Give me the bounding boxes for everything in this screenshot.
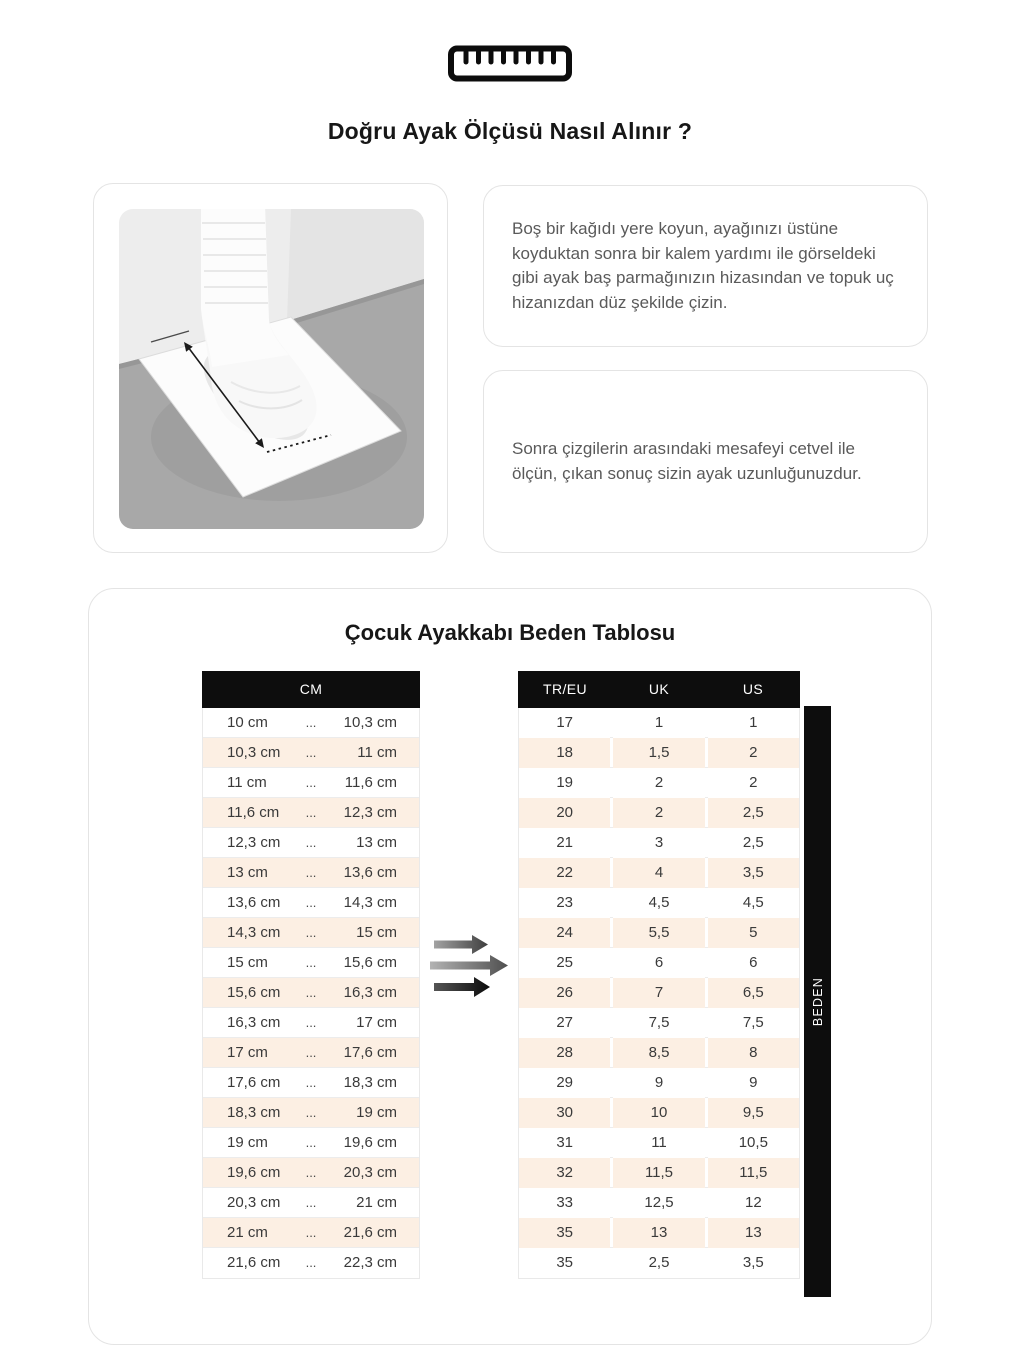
instruction-text-1: Boş bir kağıdı yere koyun, ayağınızı üstüne koyduktan sonra bir kalem yardımı ile görseldeki gibi ayak baş parmağınızın hizasından ve topuk uç hizanızdan düz şekilde çizin. xyxy=(512,219,894,312)
uk-value: 7 xyxy=(613,978,704,1008)
cm-table-header: CM xyxy=(202,671,420,708)
us-value: 5 xyxy=(708,918,799,948)
tr-eu-value: 30 xyxy=(519,1098,610,1128)
range-separator: ... xyxy=(305,805,317,820)
size-table-row xyxy=(519,918,799,948)
us-value: 11,5 xyxy=(708,1158,799,1188)
range-separator: ... xyxy=(305,715,317,730)
cm-max-value: 16,3 cm xyxy=(343,984,397,1001)
cm-max-value: 11,6 cm xyxy=(344,774,397,791)
col-header-us: US xyxy=(742,681,764,697)
cm-max-value: 12,3 cm xyxy=(343,804,397,821)
size-table-row xyxy=(519,1248,799,1278)
size-table-row xyxy=(519,798,799,828)
uk-value: 11 xyxy=(613,1128,704,1158)
size-table-title: Çocuk Ayakkabı Beden Tablosu xyxy=(344,620,676,645)
uk-value: 9 xyxy=(613,1068,704,1098)
size-table-card xyxy=(88,588,932,1345)
range-separator: ... xyxy=(305,895,317,910)
tr-eu-value: 21 xyxy=(519,828,610,858)
foot-measurement-illustration xyxy=(119,209,424,529)
cm-min-value: 12,3 cm xyxy=(227,834,281,851)
uk-value: 5,5 xyxy=(613,918,704,948)
size-table-row xyxy=(519,978,799,1008)
us-value: 6 xyxy=(708,948,799,978)
cm-table-row xyxy=(203,1188,419,1218)
range-separator: ... xyxy=(305,1135,317,1150)
cm-table-row xyxy=(203,918,419,948)
range-separator: ... xyxy=(305,955,317,970)
cm-min-value: 13,6 cm xyxy=(227,894,281,911)
cm-min-value: 16,3 cm xyxy=(227,1014,281,1031)
tr-eu-value: 24 xyxy=(519,918,610,948)
cm-table-row xyxy=(203,1128,419,1158)
size-table-row xyxy=(519,768,799,798)
cm-table-row xyxy=(203,1248,419,1278)
size-table-row xyxy=(519,1098,799,1128)
cm-min-value: 21 cm xyxy=(227,1224,268,1241)
us-value: 6,5 xyxy=(708,978,799,1008)
us-value: 8 xyxy=(708,1038,799,1068)
range-separator: ... xyxy=(305,1255,317,1270)
tr-eu-value: 18 xyxy=(519,738,610,768)
size-table-row xyxy=(519,948,799,978)
tr-eu-value: 31 xyxy=(519,1128,610,1158)
international-size-table xyxy=(518,671,800,1279)
range-separator: ... xyxy=(305,775,317,790)
range-separator: ... xyxy=(305,1015,317,1030)
col-header-uk: UK xyxy=(648,681,670,697)
cm-table-body xyxy=(202,708,420,1279)
cm-min-value: 21,6 cm xyxy=(227,1254,281,1271)
transfer-arrows-icon xyxy=(428,933,520,999)
cm-max-value: 17 cm xyxy=(356,1014,397,1031)
cm-min-value: 18,3 cm xyxy=(227,1104,281,1121)
tr-eu-value: 28 xyxy=(519,1038,610,1068)
cm-min-value: 10 cm xyxy=(227,714,268,731)
us-value: 3,5 xyxy=(708,858,799,888)
foot-measurement-card xyxy=(93,183,448,553)
size-table-row xyxy=(519,858,799,888)
cm-table xyxy=(202,671,420,1279)
size-table-row xyxy=(519,1188,799,1218)
cm-max-value: 19 cm xyxy=(356,1104,397,1121)
size-table-row xyxy=(519,1008,799,1038)
cm-min-value: 14,3 cm xyxy=(227,924,281,941)
range-separator: ... xyxy=(305,1165,317,1180)
us-value: 9 xyxy=(708,1068,799,1098)
size-table-row xyxy=(519,1068,799,1098)
uk-value: 2 xyxy=(613,768,704,798)
cm-min-value: 10,3 cm xyxy=(227,744,281,761)
uk-value: 12,5 xyxy=(613,1188,704,1218)
tr-eu-value: 33 xyxy=(519,1188,610,1218)
cm-min-value: 19 cm xyxy=(227,1134,268,1151)
uk-value: 11,5 xyxy=(613,1158,704,1188)
cm-table-row xyxy=(203,738,419,768)
us-value: 13 xyxy=(708,1218,799,1248)
cm-max-value: 20,3 cm xyxy=(343,1164,397,1181)
cm-max-value: 17,6 cm xyxy=(343,1044,397,1061)
uk-value: 4,5 xyxy=(613,888,704,918)
us-value: 2 xyxy=(708,738,799,768)
tr-eu-value: 25 xyxy=(519,948,610,978)
cm-min-value: 13 cm xyxy=(227,864,268,881)
cm-table-row xyxy=(203,798,419,828)
size-table-row xyxy=(519,708,799,738)
size-table-row xyxy=(519,1128,799,1158)
size-table-row xyxy=(519,1218,799,1248)
cm-max-value: 21 cm xyxy=(356,1194,397,1211)
cm-min-value: 15,6 cm xyxy=(227,984,281,1001)
instruction-text-2: Sonra çizgilerin arasındaki mesafeyi cetvel ile ölçün, çıkan sonuç sizin ayak uzunluğunuzdur. xyxy=(512,439,862,483)
cm-max-value: 13,6 cm xyxy=(343,864,397,881)
cm-max-value: 11 cm xyxy=(357,744,397,761)
tr-eu-value: 35 xyxy=(519,1218,610,1248)
tr-eu-value: 17 xyxy=(519,708,610,738)
tr-eu-value: 32 xyxy=(519,1158,610,1188)
uk-value: 1,5 xyxy=(613,738,704,768)
uk-value: 8,5 xyxy=(613,1038,704,1068)
us-value: 2,5 xyxy=(708,798,799,828)
range-separator: ... xyxy=(305,865,317,880)
range-separator: ... xyxy=(305,1045,317,1060)
cm-max-value: 15 cm xyxy=(356,924,397,941)
beden-label-text: BEDEN xyxy=(810,976,825,1027)
cm-table-row xyxy=(203,1098,419,1128)
uk-value: 4 xyxy=(613,858,704,888)
cm-max-value: 14,3 cm xyxy=(343,894,397,911)
instruction-card-2 xyxy=(483,370,928,553)
cm-table-row xyxy=(203,1008,419,1038)
range-separator: ... xyxy=(305,745,317,760)
range-separator: ... xyxy=(305,835,317,850)
range-separator: ... xyxy=(305,985,317,1000)
cm-table-row xyxy=(203,1038,419,1068)
us-value: 4,5 xyxy=(708,888,799,918)
us-value: 7,5 xyxy=(708,1008,799,1038)
cm-table-row xyxy=(203,828,419,858)
page-title: Doğru Ayak Ölçüsü Nasıl Alınır ? xyxy=(327,118,693,144)
tr-eu-value: 22 xyxy=(519,858,610,888)
cm-max-value: 19,6 cm xyxy=(343,1134,397,1151)
beden-side-label xyxy=(804,706,831,1297)
tr-eu-value: 35 xyxy=(519,1248,610,1278)
range-separator: ... xyxy=(305,1225,317,1240)
cm-max-value: 21,6 cm xyxy=(343,1224,397,1241)
cm-min-value: 17,6 cm xyxy=(227,1074,281,1091)
uk-value: 10 xyxy=(613,1098,704,1128)
ruler-icon xyxy=(0,44,1020,84)
tr-eu-value: 29 xyxy=(519,1068,610,1098)
cm-table-row xyxy=(203,1218,419,1248)
size-table-row xyxy=(519,1038,799,1068)
size-table-body xyxy=(518,708,800,1279)
uk-value: 13 xyxy=(613,1218,704,1248)
cm-min-value: 19,6 cm xyxy=(227,1164,281,1181)
tr-eu-value: 23 xyxy=(519,888,610,918)
size-table-row xyxy=(519,738,799,768)
us-value: 12 xyxy=(708,1188,799,1218)
range-separator: ... xyxy=(305,1105,317,1120)
tr-eu-value: 19 xyxy=(519,768,610,798)
cm-min-value: 20,3 cm xyxy=(227,1194,281,1211)
uk-value: 7,5 xyxy=(613,1008,704,1038)
cm-min-value: 11,6 cm xyxy=(227,804,280,821)
us-value: 9,5 xyxy=(708,1098,799,1128)
cm-min-value: 17 cm xyxy=(227,1044,268,1061)
cm-max-value: 13 cm xyxy=(356,834,397,851)
us-value: 2 xyxy=(708,768,799,798)
cm-table-row xyxy=(203,1158,419,1188)
us-value: 10,5 xyxy=(708,1128,799,1158)
range-separator: ... xyxy=(305,1075,317,1090)
tr-eu-value: 20 xyxy=(519,798,610,828)
uk-value: 2,5 xyxy=(613,1248,704,1278)
us-value: 3,5 xyxy=(708,1248,799,1278)
uk-value: 3 xyxy=(613,828,704,858)
tr-eu-value: 27 xyxy=(519,1008,610,1038)
us-value: 1 xyxy=(708,708,799,738)
cm-max-value: 15,6 cm xyxy=(343,954,397,971)
us-value: 2,5 xyxy=(708,828,799,858)
cm-max-value: 22,3 cm xyxy=(343,1254,397,1271)
cm-table-row xyxy=(203,978,419,1008)
cm-table-row xyxy=(203,858,419,888)
cm-table-row xyxy=(203,948,419,978)
cm-table-row xyxy=(203,708,419,738)
tr-eu-value: 26 xyxy=(519,978,610,1008)
col-header-tr-eu: TR/EU xyxy=(543,681,587,697)
cm-table-row xyxy=(203,768,419,798)
size-table-header xyxy=(518,671,800,708)
cm-table-row xyxy=(203,1068,419,1098)
uk-value: 2 xyxy=(613,798,704,828)
size-table-row xyxy=(519,828,799,858)
cm-max-value: 18,3 cm xyxy=(343,1074,397,1091)
cm-min-value: 11 cm xyxy=(227,774,267,791)
cm-min-value: 15 cm xyxy=(227,954,268,971)
size-table-row xyxy=(519,1158,799,1188)
uk-value: 6 xyxy=(613,948,704,978)
range-separator: ... xyxy=(305,1195,317,1210)
range-separator: ... xyxy=(305,925,317,940)
cm-table-row xyxy=(203,888,419,918)
uk-value: 1 xyxy=(613,708,704,738)
size-table-row xyxy=(519,888,799,918)
cm-max-value: 10,3 cm xyxy=(343,714,397,731)
instruction-card-1 xyxy=(483,185,928,347)
